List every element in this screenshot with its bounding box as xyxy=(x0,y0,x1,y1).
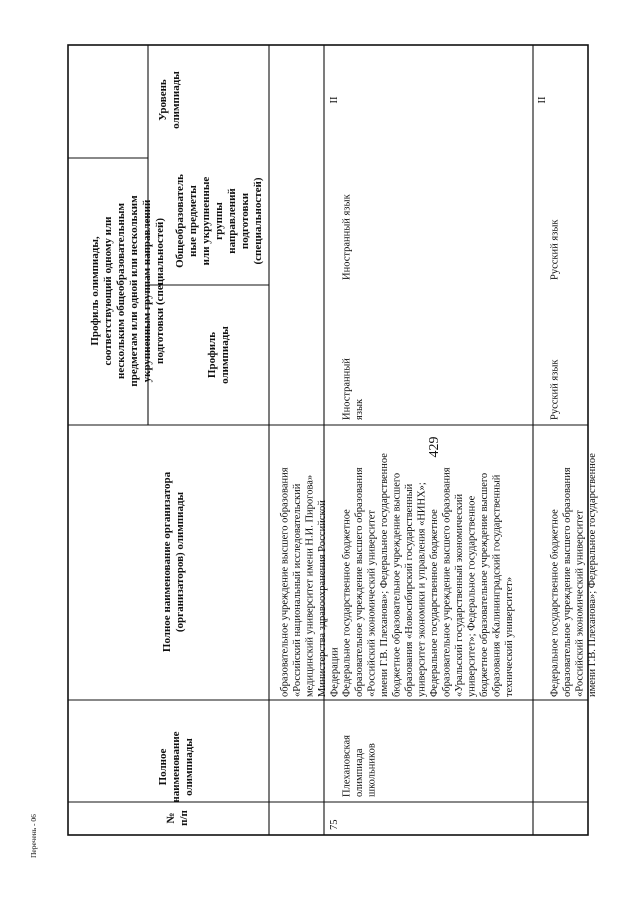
header-profile-group xyxy=(89,195,166,387)
row-next-subjects xyxy=(550,219,561,280)
r2-organizer-line: образовательное учреждение высшего образования xyxy=(562,467,573,697)
hdr-group-line: предметам или одной или нескольким xyxy=(128,195,140,387)
r1-olympiad-line: Плехановская xyxy=(341,735,353,797)
hdr-group-line: укрупненным группам направлений xyxy=(141,199,153,383)
hdr-subjects-line: ные предметы xyxy=(187,185,199,257)
hdr-olympiad-line: наименование xyxy=(170,731,182,803)
r1-organizer-line: университет экономики и управления «НИНХ»; xyxy=(416,482,428,697)
hdr-subjects-line: Общеобразователь xyxy=(174,174,186,268)
r1-organizer-line: Федеральное государственное бюджетное xyxy=(429,509,440,697)
row-continuation-organizer xyxy=(280,467,341,697)
r2-subjects-line: Русский язык xyxy=(549,219,561,280)
row-75-profile xyxy=(342,358,366,420)
table-grid xyxy=(68,45,588,835)
header-subjects xyxy=(174,174,264,268)
r0-organizer-line: медицинский университет имени Н.И. Пирогова» xyxy=(304,474,316,697)
hdr-organizer-line: (организаторов) олимпиады xyxy=(174,491,186,633)
r1-olympiad-line: школьников xyxy=(366,743,378,797)
page-number: 429 xyxy=(427,436,442,458)
r2-organizer-line: «Российский экономический университет xyxy=(574,509,586,697)
r0-organizer-line: образовательное учреждение высшего образования xyxy=(279,467,291,697)
hdr-group-line: нескольким общеобразовательным xyxy=(115,203,127,379)
r0-organizer-line: «Российский национальный исследовательский xyxy=(292,483,303,697)
row-75-olympiad-name xyxy=(342,735,378,797)
row-next-organizer xyxy=(550,453,599,697)
hdr-profile-line: олимпиады xyxy=(219,326,231,384)
r1-organizer-line: Федеральное государственное бюджетное xyxy=(341,509,353,697)
r1-organizer-line: образовательное учреждение высшего образования xyxy=(354,467,365,697)
hdr-subjects-line: (специальностей) xyxy=(252,177,264,265)
r1-organizer-line: «Российский экономический университет xyxy=(366,509,378,697)
header-number xyxy=(165,809,190,825)
r1-organizer-line: образовательное учреждение высшего образования xyxy=(441,467,453,697)
r1-organizer-line: образования «Калининградский государственный xyxy=(491,474,503,697)
hdr-level-line: олимпиады xyxy=(170,71,182,129)
hdr-olympiad-line: олимпиады xyxy=(183,738,195,796)
row-75-level: II xyxy=(329,96,340,104)
r1-organizer-line: бюджетное образовательное учреждение высшего xyxy=(479,472,490,697)
r1-organizer-line: «Уральский государственный экономический xyxy=(454,493,465,697)
row-next-profile xyxy=(550,359,561,420)
row-next-level: II xyxy=(537,96,548,104)
hdr-organizer-line: Полное наименование организатора xyxy=(161,471,173,653)
r2-profile-line: Русский язык xyxy=(549,359,561,420)
hdr-group-line: подготовки (специальностей) xyxy=(154,217,166,365)
header-profile xyxy=(206,326,231,384)
header-organizer xyxy=(161,471,186,652)
header-level xyxy=(157,71,182,129)
hdr-profile-line: Профиль xyxy=(206,331,218,379)
row-75-number: 75 xyxy=(329,819,340,830)
hdr-level-line: Уровень xyxy=(157,79,169,121)
hdr-subjects-line: подготовки xyxy=(239,192,251,250)
row-75-subjects xyxy=(342,193,353,280)
r1-organizer-line: образования «Новосибирский государственный xyxy=(404,483,415,697)
r2-organizer-line: Федеральное государственное бюджетное xyxy=(549,509,561,697)
r0-organizer-line: Федерации xyxy=(329,647,341,697)
header-olympiad-name xyxy=(157,731,195,802)
r1-profile-line: язык xyxy=(354,398,365,420)
hdr-subjects-line: или укрупненные xyxy=(200,176,212,266)
r2-organizer-line: имени Г.В. Плеханова»; Федеральное государственное xyxy=(587,453,598,697)
r1-organizer-line: технический университет» xyxy=(504,576,515,697)
r1-organizer-line: университет»; Федеральное государственное xyxy=(466,495,478,697)
r1-organizer-line: имени Г.В. Плеханова»; Федеральное государственное xyxy=(379,453,390,697)
r1-olympiad-line: олимпиада xyxy=(354,748,365,797)
hdr-subjects-line: группы xyxy=(213,202,225,240)
hdr-num-line: № xyxy=(165,812,177,824)
r1-profile-line: Иностранный xyxy=(341,358,353,420)
r1-organizer-line: бюджетное образовательное учреждение высшего xyxy=(391,472,403,697)
hdr-group-line: соответствующий одному или xyxy=(102,216,114,366)
hdr-subjects-line: направлений xyxy=(226,188,238,254)
r1-subjects-line: Иностранный язык xyxy=(341,194,353,280)
hdr-group-line: Профиль олимпиады, xyxy=(89,236,101,346)
footer-note: Перечень - 06 xyxy=(29,814,38,858)
row-75-organizer xyxy=(342,453,516,697)
r0-organizer-line: Министерства здравоохранения Российской xyxy=(317,500,328,697)
hdr-num-line: п/п xyxy=(178,810,190,826)
hdr-olympiad-line: Полное xyxy=(157,748,169,786)
